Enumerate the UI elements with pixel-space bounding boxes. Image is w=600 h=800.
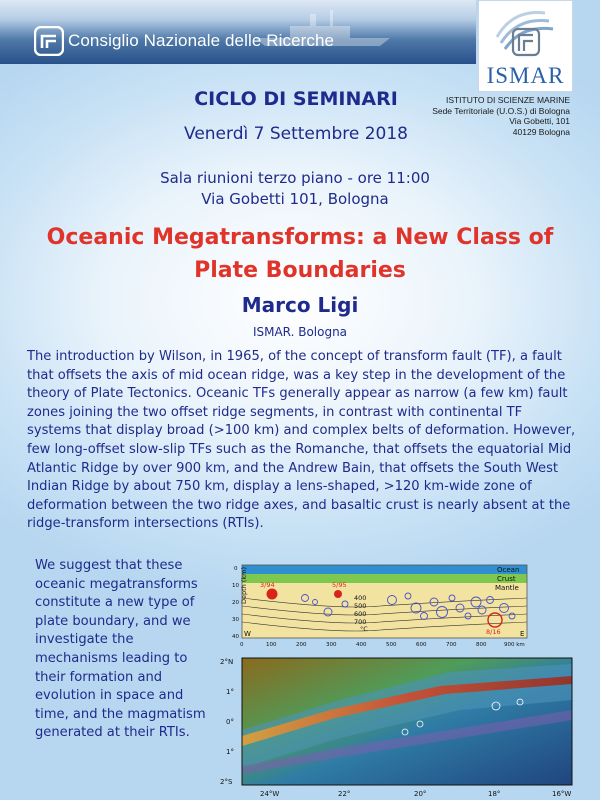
seminar-address: Via Gobetti 101, Bologna <box>201 190 389 208</box>
header-banner <box>0 0 476 64</box>
svg-text:30: 30 <box>232 617 239 623</box>
svg-text:600: 600 <box>416 642 427 648</box>
event-label: 5/95 <box>332 581 347 589</box>
conclusion-text: We suggest that these oceanic megatransforms constitute a new type of plate boundary, and we investigate the mechanisms leading to their formation and evolution in space and time, and the magmatism generated at their RTIs. <box>35 558 206 741</box>
event-label: 8/16 <box>486 628 501 636</box>
svg-text:300: 300 <box>326 642 337 648</box>
svg-text:2°S: 2°S <box>220 778 233 786</box>
institute-city: 40129 Bologna <box>512 126 570 137</box>
ismar-logo-box <box>478 0 573 92</box>
isotherm-unit: °C <box>360 625 368 633</box>
seminar-room-time: Sala riunioni terzo piano - ore 11:00 <box>160 169 430 187</box>
svg-text:1°: 1° <box>226 688 234 696</box>
depth-axis-label: Depth (km) <box>240 566 248 604</box>
depth-ticks <box>232 566 239 640</box>
ocean-label: Ocean <box>497 566 520 574</box>
svg-text:0: 0 <box>240 642 244 648</box>
talk-title-line-1: Oceanic Megatransforms: a New Class of <box>46 225 554 250</box>
svg-text:0°: 0° <box>226 718 234 726</box>
figure <box>220 560 595 800</box>
abstract-text: The introduction by Wilson, in 1965, of the concept of transform fault (TF), a fault that offsets the axis of mid ocean ridge, was a key step in the development of the theory of Plate Tectonics. Oceanic TFs generally appear as narrow (a few km) fault zones joining the two offset ridge segments, in contrast with continental TF systems that display broad (>100 km) and complex belts of deformation. However, few long-offset slow-slip TFs such as the Romanche, that offsets the equatorial Mid Atlantic Ridge by over 900 km, and the Andrew Bain, that offsets the South West Indian Ridge by about 750 km, display a lens-shaped, >120 km-wide zone of deformation between the two ridge axes, and basaltic crust is nearly absent at the ridge-transform intersections (RTIs). <box>27 349 576 532</box>
latitude-ticks <box>220 658 234 786</box>
isotherm-400: 400 <box>354 594 367 602</box>
svg-text:800: 800 <box>476 642 487 648</box>
speaker-affiliation: ISMAR. Bologna <box>252 325 348 339</box>
isotherm-500: 500 <box>354 602 367 610</box>
svg-text:0: 0 <box>234 566 238 572</box>
organization-name: Consiglio Nazionale delle Ricerche <box>68 31 335 50</box>
mantle-label: Mantle <box>495 584 519 592</box>
talk-title-line-2: Plate Boundaries <box>194 258 406 283</box>
svg-text:1°: 1° <box>226 748 234 756</box>
cnr-logo-icon <box>34 26 64 56</box>
institute-seat: Sede Territoriale (U.O.S.) di Bologna <box>432 105 570 116</box>
svg-text:500: 500 <box>386 642 397 648</box>
event-label: 3/94 <box>260 581 275 589</box>
svg-text:24°W: 24°W <box>260 790 280 798</box>
event-circle <box>267 589 278 600</box>
svg-text:22°: 22° <box>338 790 351 798</box>
west-label: W <box>244 630 251 638</box>
ocean-layer <box>242 565 527 574</box>
institute-street: Via Gobetti, 101 <box>509 116 570 126</box>
event-circle <box>334 590 342 598</box>
isotherm-600: 600 <box>354 610 367 618</box>
svg-text:700: 700 <box>446 642 457 648</box>
east-label: E <box>520 630 525 638</box>
svg-text:400: 400 <box>356 642 367 648</box>
svg-text:40: 40 <box>232 634 239 640</box>
svg-text:10: 10 <box>232 583 239 589</box>
svg-text:100: 100 <box>266 642 277 648</box>
institute-name: ISTITUTO DI SCIENZE MARINE <box>445 95 570 105</box>
svg-text:20°: 20° <box>414 790 427 798</box>
isotherm-700: 700 <box>354 618 367 626</box>
crust-label: Crust <box>497 575 516 583</box>
svg-text:900 km: 900 km <box>504 642 525 648</box>
svg-text:18°: 18° <box>488 790 501 798</box>
longitude-ticks <box>260 790 571 798</box>
svg-text:200: 200 <box>296 642 307 648</box>
speaker-name: Marco Ligi <box>241 293 359 317</box>
ismar-logo-icon <box>493 7 557 63</box>
seminar-date: Venerdì 7 Settembre 2018 <box>184 124 408 144</box>
crust-layer <box>242 574 527 583</box>
svg-text:20: 20 <box>232 600 239 606</box>
cross-section-panel <box>232 565 527 648</box>
svg-text:2°N: 2°N <box>220 658 234 666</box>
distance-ticks <box>240 642 525 648</box>
svg-text:16°W: 16°W <box>552 790 572 798</box>
bathymetry-map <box>220 658 572 798</box>
seminar-series-title: CICLO DI SEMINARI <box>194 88 398 110</box>
ismar-logo-text: ISMAR <box>486 63 565 88</box>
